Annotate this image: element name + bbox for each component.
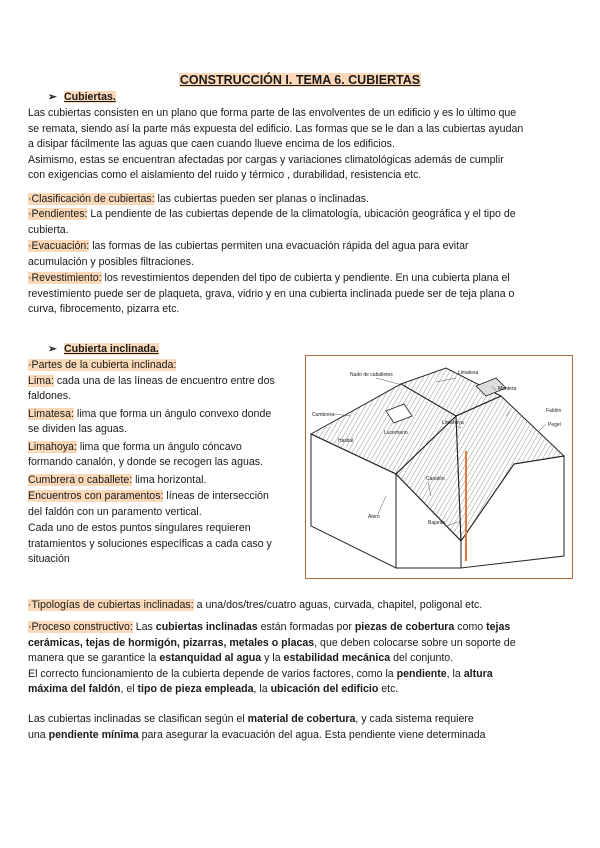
section-heading-cubierta-inclinada: ➢ Cubierta inclinada. xyxy=(48,342,159,358)
label-lucernario: Lucernario xyxy=(384,430,408,436)
label-pegel: Pegel xyxy=(548,422,561,428)
arrow-icon: ➢ xyxy=(48,343,57,355)
item-tipologias: ·Tipologías de cubiertas inclinadas: a una/dos/tres/cuatro aguas, curvada, chapitel, poligonal etc. xyxy=(28,599,483,611)
closing-paragraph: Las cubiertas inclinadas se clasifican según el material de cobertura, y cada sistema requiere una pendiente mínima para asegurar la evacuación del agua. Esta pendiente viene determinada xyxy=(28,713,486,741)
item-proceso: ·Proceso constructivo: Las cubiertas inclinadas están formadas por piezas de cobertura como tejas cerámicas, tejas de hormigón, pizarras, metales o placas, que deben colocarse sobre un soporte de manera que se garantice la estanquidad al agua y la estabilidad mecánica del conjunto. El correcto funcionamiento de la cubierta depende de varios factores, como la pendiente, la altura máxima del faldón, el tipo de pieza empleada, la ubicación del edificio etc. xyxy=(28,621,516,695)
page-title: CONSTRUCCIÓN I. TEMA 6. CUBIERTAS xyxy=(179,73,421,87)
label-cumbrera: Cumbrera xyxy=(312,412,335,418)
label-faldon: Faldón xyxy=(546,408,562,414)
item-pendientes: ·Pendientes: La pendiente de las cubiertas depende de la climatología, ubicación geográfica y el tipo de cubierta. xyxy=(28,208,516,236)
item-clasificacion: ·Clasificación de cubiertas: las cubiertas pueden ser planas o inclinadas. xyxy=(28,193,369,205)
intro-paragraph: Las cubiertas consisten en un plano que forma parte de las envolventes de un edificio y es lo último que se remata, siendo así la parte más expuesta del edificio. Las formas que se le dan a las cubiertas ayudan a disipar fácilmente las aguas que caen cuando llueve encima de los edificios. Asimismo, estas se encuentran afectadas por cargas y variaciones climatológicas además de cumplir con exigencias como el aislamiento del ruido y térmico , durabilidad, resistencia etc. xyxy=(28,107,524,181)
roof-diagram xyxy=(305,355,573,579)
roof-illustration xyxy=(306,356,572,578)
label-nudo: Nudo de caballetes xyxy=(350,372,393,378)
label-canalon: Canalón xyxy=(426,476,445,482)
arrow-icon: ➢ xyxy=(48,91,57,103)
parts-list: ·Partes de la cubierta inclinada: Lima: cada una de las líneas de encuentro entre dos faldones. Limatesa: lima que forma un ángulo convexo donde se dividen las aguas. Limahoya: lima que forma un ángulo cóncavo formando canalón, y donde se recogen las aguas. Cumbrera o caballete: lima horizontal. Encuentros con paramentos: líneas de intersección del faldón con un paramento vertical. Cada uno de estos puntos singulares requieren tratamientos y soluciones específicas a cada caso y situación xyxy=(28,359,275,565)
label-bajante: Bajante xyxy=(428,520,445,526)
label-alero: Alero xyxy=(368,514,380,520)
label-limatesa: Limatesa xyxy=(458,370,479,376)
label-hastial: Hastial xyxy=(338,438,354,444)
label-montera: Montera xyxy=(498,386,517,392)
item-evacuacion: ·Evacuación: las formas de las cubiertas permiten una evacuación rápida del agua para evitar acumulación y posibles filtraciones. xyxy=(28,240,469,268)
item-revestimiento: ·Revestimiento: los revestimientos dependen del tipo de cubierta y pendiente. En una cubierta plana el revestimiento puede ser de plaqueta, grava, vidrio y en una cubierta inclinada puede ser de teja plana o curva, fibrocemento, pizarra etc. xyxy=(28,272,515,315)
label-limahoya: Limahoya xyxy=(442,420,464,426)
section-heading-cubiertas: ➢ Cubiertas. xyxy=(48,90,116,106)
